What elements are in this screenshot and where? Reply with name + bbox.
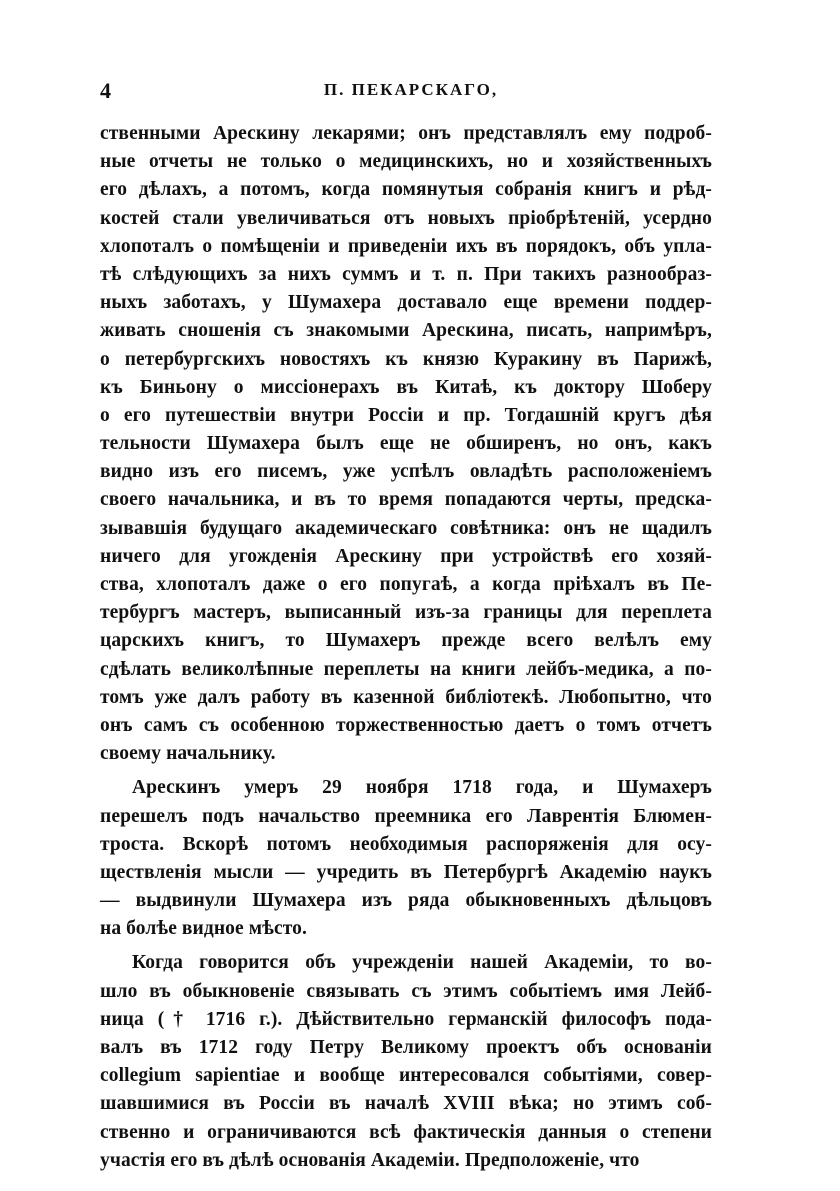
text-line: видно изъ его писемъ, уже успѣлъ овладѣть расположеніемъ — [100, 461, 712, 483]
text-line: валъ въ 1712 году Петру Великому проектъ объ основаніи — [100, 1037, 712, 1058]
text-line: хлопоталъ о помѣщеніи и приведеніи ихъ въ порядокъ, объ упла- — [100, 235, 712, 257]
text-line: тѣ слѣдующихъ за нихъ суммъ и т. п. При такихъ разнообраз- — [100, 263, 712, 285]
paragraph-1 — [100, 120, 712, 768]
text-line: участія его въ дѣлѣ основанія Академіи. Предположеніе, что — [100, 1149, 640, 1171]
text-line: къ Биньону о миссіонерахъ въ Китаѣ, къ доктору Шоберу — [100, 376, 712, 398]
text-line: о его путешествіи внутри Россіи и пр. Тогдашній кругъ дѣя — [100, 404, 712, 426]
text-line: костей стали увеличиваться отъ новыхъ пріобрѣтеній, усердно — [100, 207, 712, 229]
paragraph-2 — [100, 774, 712, 943]
text-line: Арескинъ умеръ 29 ноября 1718 года, и Шумахеръ — [132, 777, 712, 799]
text-line: ница († 1716 г.). Дѣйствительно германскій философъ пода- — [100, 1008, 712, 1030]
text-line: томъ уже далъ работу въ казенной библіотекѣ. Любопытно, что — [100, 686, 712, 708]
text-line: своего начальника, и въ то время попадаются черты, предска- — [100, 489, 712, 511]
text-line: сдѣлать великолѣпные переплеты на книги лейбъ-медика, а по- — [100, 658, 712, 680]
text-line: ственными Арескину лекарями; онъ представлялъ ему подроб- — [100, 123, 712, 144]
text-line: ничего для угожденія Арескину при устройствѣ его хозяй- — [100, 545, 712, 567]
text-line: онъ самъ съ особенною торжественностью даетъ о томъ отчетъ — [100, 714, 712, 736]
text-line: ственно и ограничиваются всѣ фактическія данныя о степени — [100, 1121, 712, 1143]
text-line: царскихъ книгъ, то Шумахеръ прежде всего велѣлъ ему — [100, 630, 712, 652]
text-line: Когда говорится объ учрежденіи нашей Академіи, то во- — [132, 952, 712, 974]
text-line: троста. Вскорѣ потомъ необходимыя распоряженія для осу- — [100, 833, 712, 855]
text-line: о петербургскихъ новостяхъ къ князю Куракину въ Парижѣ, — [100, 348, 712, 370]
text-line: тельности Шумахера былъ еще не обширенъ, но онъ, какъ — [100, 433, 712, 455]
text-line: зывавшія будущаго академическаго совѣтника: онъ не щадилъ — [100, 517, 712, 539]
paragraph-3 — [100, 949, 712, 1175]
text-line: на болѣе видное мѣсто. — [100, 918, 307, 940]
page-number: 4 — [100, 78, 111, 103]
body-text — [100, 120, 712, 1181]
text-line: тербургъ мастеръ, выписанный изъ-за границы для переплета — [100, 602, 712, 624]
text-line: ства, хлопоталъ даже о его попугаѣ, а когда пріѣхалъ въ Пе- — [100, 574, 712, 595]
text-line: шло въ обыкновеніе связывать съ этимъ событіемъ имя Лейб- — [100, 980, 712, 1002]
text-line: своему начальнику. — [100, 743, 276, 765]
text-line: ные отчеты не только о медицинскихъ, но и хозяйственныхъ — [100, 151, 712, 173]
text-line: ныхъ заботахъ, у Шумахера доставало еще времени поддер- — [100, 292, 712, 314]
header-title: П. ПЕКАРСКАГО, — [323, 80, 499, 99]
text-line: collegium sapientiae и вообще интересовался событіями, совер- — [100, 1065, 712, 1087]
text-line: его дѣлахъ, а потомъ, когда помянутыя собранія книгъ и рѣд- — [100, 179, 712, 201]
running-head — [100, 78, 722, 106]
text-line: перешелъ подъ начальство преемника его Лаврентія Блюмен- — [100, 805, 712, 827]
text-line: шавшимися въ Россіи въ началѣ XVIII вѣка; но этимъ соб- — [100, 1093, 712, 1115]
text-line: ществленія мысли — учредить въ Петербургѣ Академію наукъ — [100, 861, 712, 883]
text-line: живать сношенія съ знакомыми Арескина, писать, напримѣръ, — [100, 320, 712, 342]
text-line: — выдвинули Шумахера изъ ряда обыкновенныхъ дѣльцовъ — [100, 890, 712, 912]
